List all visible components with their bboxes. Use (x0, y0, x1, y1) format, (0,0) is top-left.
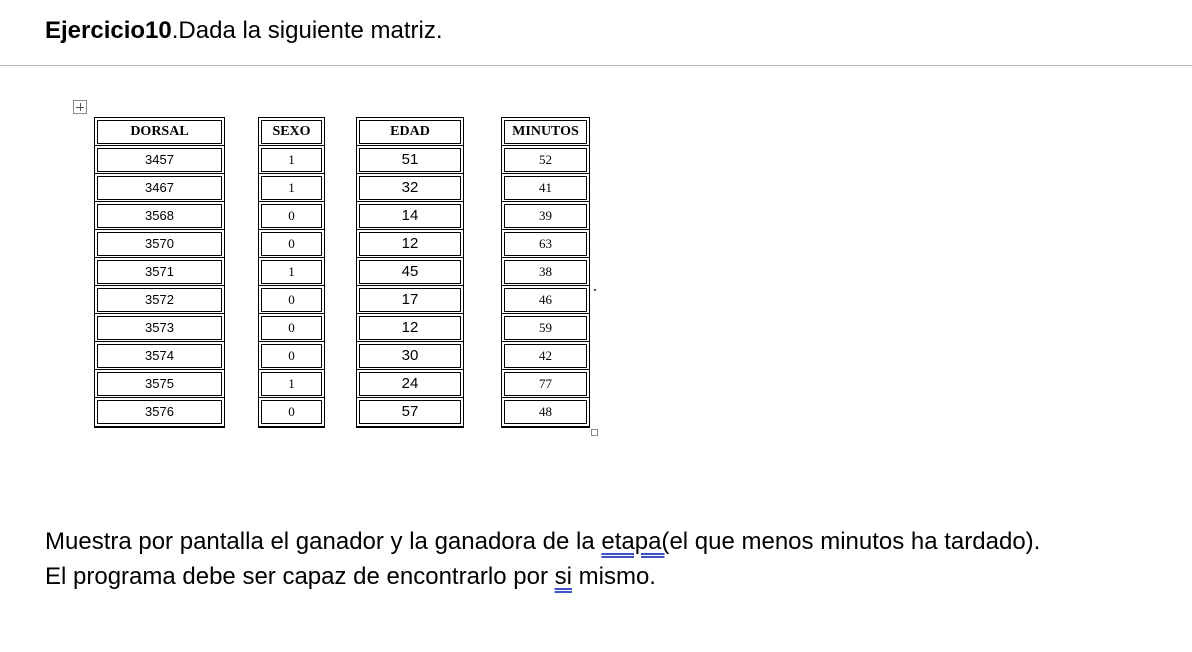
table-cell-dorsal: 3571 (95, 258, 224, 286)
table-cell-minutos: 52 (502, 146, 589, 174)
resize-square-icon[interactable] (591, 429, 598, 436)
table-cell-edad: 30 (357, 342, 463, 370)
column-header-dorsal: DORSAL (95, 118, 224, 146)
table-cell-sexo: 0 (259, 202, 324, 230)
spellcheck-word-etapa[interactable]: etapa( (601, 528, 670, 555)
table-cell-edad: 24 (357, 370, 463, 398)
table-cell-sexo: 1 (259, 258, 324, 286)
column-header-sexo: SEXO (259, 118, 324, 146)
table-cell-dorsal: 3575 (95, 370, 224, 398)
horizontal-rule (0, 65, 1192, 66)
table-cell-dorsal: 3457 (95, 146, 224, 174)
table-cell-dorsal: 3572 (95, 286, 224, 314)
column-header-minutos: MINUTOS (502, 118, 589, 146)
table-cell-minutos: 77 (502, 370, 589, 398)
instructions-text: mismo. (571, 563, 656, 590)
table-cell-sexo: 0 (259, 286, 324, 314)
table-cell-sexo: 1 (259, 174, 324, 202)
table-cell-dorsal: 3467 (95, 174, 224, 202)
column-edad (356, 117, 464, 428)
instructions-text: Muestra por pantalla el ganador y la ganadora de la (45, 528, 602, 555)
table-cell-sexo: 0 (259, 314, 324, 342)
table-cell-minutos: 38 (502, 258, 589, 286)
table-cell-sexo: 0 (259, 342, 324, 370)
column-dorsal (94, 117, 225, 428)
exercise-title (45, 16, 443, 46)
table-cell-edad: 14 (357, 202, 463, 230)
column-sexo (258, 117, 325, 428)
table-cell-edad: 51 (357, 146, 463, 174)
table-cell-dorsal: 3570 (95, 230, 224, 258)
instructions-line-2 (45, 559, 1040, 594)
instructions-text: El programa debe ser capaz de encontrarlo por (45, 563, 555, 590)
column-header-edad: EDAD (357, 118, 463, 146)
table-cell-sexo: 1 (259, 146, 324, 174)
table-cell-sexo: 0 (259, 398, 324, 426)
table-cell-sexo: 1 (259, 370, 324, 398)
table-cell-dorsal: 3576 (95, 398, 224, 426)
table-cell-minutos: 46 (502, 286, 589, 314)
column-minutos (501, 117, 590, 428)
table-cell-dorsal: 3568 (95, 202, 224, 230)
table-cell-dorsal: 3573 (95, 314, 224, 342)
instructions-paragraph (45, 524, 1040, 594)
spellcheck-word-si[interactable]: si (554, 563, 572, 590)
table-cell-minutos: 59 (502, 314, 589, 342)
instructions-text: el que menos minutos ha tardado). (669, 528, 1041, 555)
table-cell-minutos: 42 (502, 342, 589, 370)
table-cell-sexo: 0 (259, 230, 324, 258)
table-cell-minutos: 39 (502, 202, 589, 230)
table-cell-edad: 32 (357, 174, 463, 202)
table-cell-edad: 12 (357, 230, 463, 258)
table-cell-edad: 17 (357, 286, 463, 314)
table-cell-minutos: 63 (502, 230, 589, 258)
table-cell-edad: 45 (357, 258, 463, 286)
exercise-title-rest: .Dada la siguiente matriz. (171, 17, 443, 44)
table-cell-edad: 57 (357, 398, 463, 426)
instructions-line-1 (45, 524, 1040, 559)
table-cell-edad: 12 (357, 314, 463, 342)
exercise-title-bold: Ejercicio10 (45, 17, 172, 44)
move-cross-icon[interactable] (73, 100, 87, 114)
table-cell-minutos: 41 (502, 174, 589, 202)
table-cell-minutos: 48 (502, 398, 589, 426)
text-cursor-dot (594, 289, 596, 291)
table-cell-dorsal: 3574 (95, 342, 224, 370)
